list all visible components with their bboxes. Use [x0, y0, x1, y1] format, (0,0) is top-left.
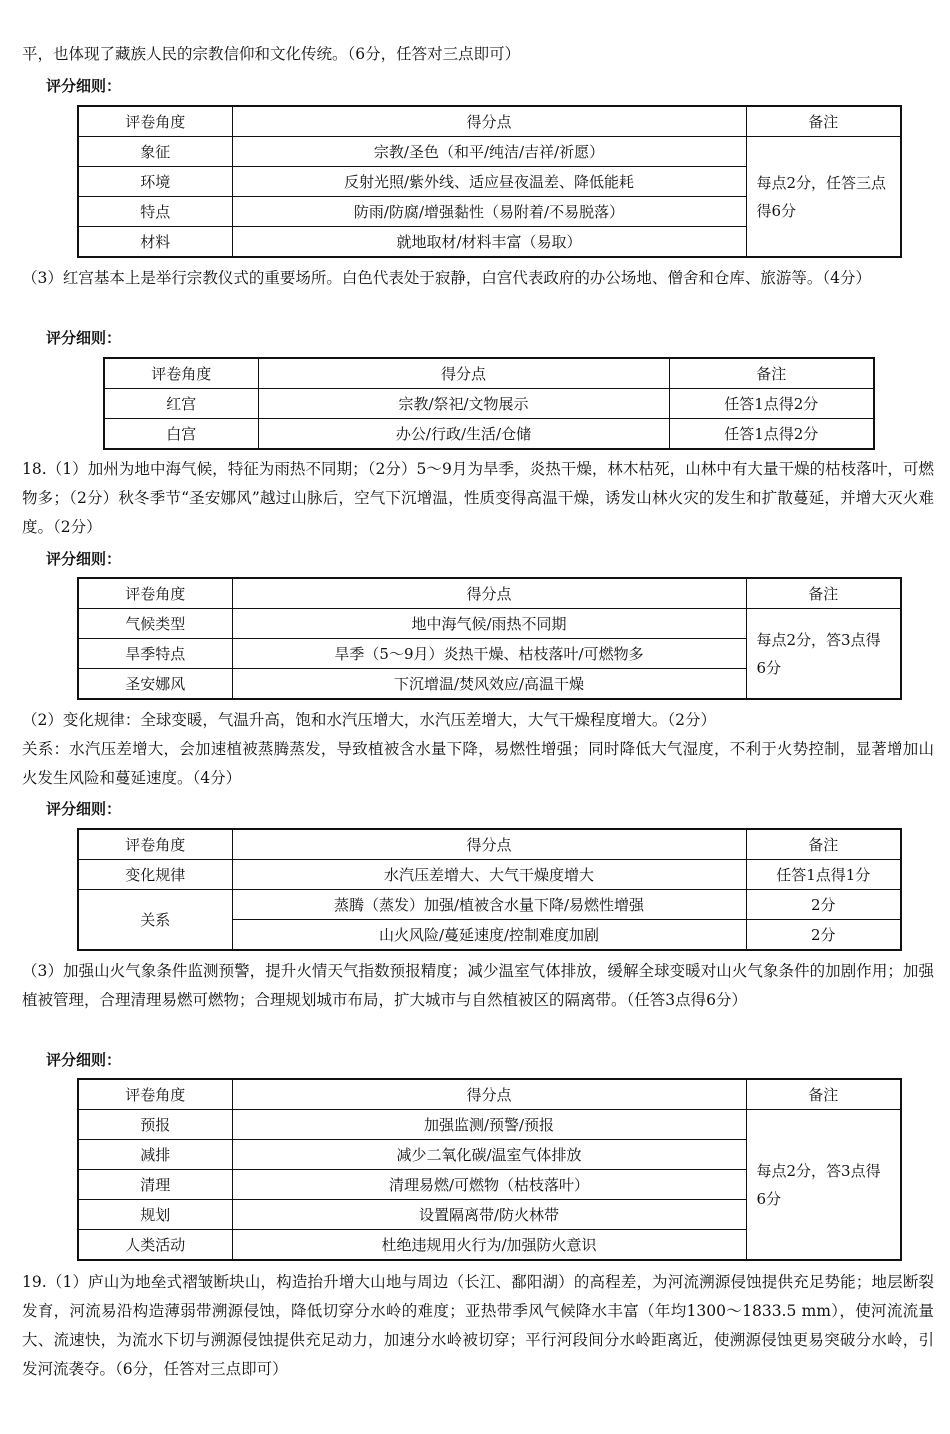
q19-part-1: 19.（1）庐山为地垒式褶皱断块山，构造抬升增大山地与周边（长江、鄱阳湖）的高程差，为河流溯源侵蚀提供充足势能；地层断裂发育，河流易沿构造薄弱带溯源侵蚀，降低切穿分水岭的难度；亚热带季风气候降水丰富（年均1300～1833.5 mm），使河流流量大、流速快，为流水下切与溯源侵蚀提供充足动力，加速分水岭被切穿；平行河段间分水岭距离近，使溯源侵蚀更易突破分水岭，引发河流袭夺。（6分，任答对三点即可） [22, 1273, 934, 1378]
points-cell: 下沉增温/焚风效应/高温干燥 [232, 669, 746, 700]
table-row [78, 137, 901, 167]
header-note: 备注 [746, 1079, 901, 1110]
angle-cell: 预报 [78, 1110, 232, 1140]
header-points: 得分点 [232, 1079, 746, 1110]
table-row [104, 419, 874, 450]
rubric-table-1 [77, 105, 902, 258]
angle-cell: 减排 [78, 1140, 232, 1170]
header-points: 得分点 [232, 106, 746, 137]
header-angle: 评卷角度 [78, 578, 232, 609]
header-note: 备注 [746, 578, 901, 609]
criteria-heading-4: 评分细则： [46, 800, 122, 818]
rubric-table-4 [77, 828, 902, 951]
angle-cell: 关系 [78, 890, 232, 951]
table-header-row [78, 1079, 901, 1110]
criteria-heading-2: 评分细则： [46, 329, 122, 347]
angle-cell: 人类活动 [78, 1230, 232, 1261]
points-cell: 水汽压差增大、大气干燥度增大 [232, 860, 746, 890]
note-cell: 2分 [746, 920, 901, 951]
note-cell: 任答1点得2分 [669, 419, 874, 450]
points-cell: 设置隔离带/防火林带 [232, 1200, 746, 1230]
angle-cell: 红宫 [104, 389, 258, 419]
points-cell: 地中海气候/雨热不同期 [232, 609, 746, 639]
header-note: 备注 [746, 829, 901, 860]
angle-cell: 气候类型 [78, 609, 232, 639]
angle-cell: 白宫 [104, 419, 258, 450]
note-cell: 任答1点得2分 [669, 389, 874, 419]
points-cell: 宗教/祭祀/文物展示 [258, 389, 669, 419]
points-cell: 旱季（5～9月）炎热干燥、枯枝落叶/可燃物多 [232, 639, 746, 669]
points-cell: 杜绝违规用火行为/加强防火意识 [232, 1230, 746, 1261]
rubric-table-3 [77, 577, 902, 700]
points-cell: 宗教/圣色（和平/纯洁/吉祥/祈愿） [232, 137, 746, 167]
points-cell: 反射光照/紫外线、适应昼夜温差、降低能耗 [232, 167, 746, 197]
points-cell: 山火风险/蔓延速度/控制难度加剧 [232, 920, 746, 951]
angle-cell: 象征 [78, 137, 232, 167]
q18-part-3: （3）加强山火气象条件监测预警，提升火情天气指数预报精度；减少温室气体排放，缓解全球变暖对山火气象条件的加剧作用；加强植被管理，合理清理易燃可燃物；合理规划城市布局，扩大城市与自然植被区的隔离带。（任答3点得6分） [22, 962, 934, 1009]
points-cell: 减少二氧化碳/温室气体排放 [232, 1140, 746, 1170]
header-note: 备注 [746, 106, 901, 137]
angle-cell: 圣安娜风 [78, 669, 232, 700]
q18-part-1: 18.（1）加州为地中海气候，特征为雨热不同期；（2分）5～9月为旱季，炎热干燥，林木枯死，山林中有大量干燥的枯枝落叶，可燃物多；（2分）秋冬季节“圣安娜风”越过山脉后，空气下沉增温，性质变得高温干燥，诱发山林火灾的发生和扩散蔓延，并增大灭火难度。（2分） [22, 460, 934, 536]
table-header-row [78, 829, 901, 860]
points-cell: 办公/行政/生活/仓储 [258, 419, 669, 450]
header-points: 得分点 [258, 358, 669, 389]
top-partial-line: 平，也体现了藏族人民的宗教信仰和文化传统。（6分，任答对三点即可） [22, 45, 521, 63]
angle-cell: 清理 [78, 1170, 232, 1200]
angle-cell: 环境 [78, 167, 232, 197]
angle-cell: 材料 [78, 227, 232, 258]
points-cell: 清理易燃/可燃物（枯枝落叶） [232, 1170, 746, 1200]
rubric-table-2 [103, 357, 875, 450]
points-cell: 就地取材/材料丰富（易取） [232, 227, 746, 258]
angle-cell: 变化规律 [78, 860, 232, 890]
table-header-row [104, 358, 874, 389]
table-row [78, 860, 901, 890]
note-cell: 任答1点得1分 [746, 860, 901, 890]
note-cell: 2分 [746, 890, 901, 920]
q18-part-2-rule: （2）变化规律：全球变暖，气温升高，饱和水汽压增大，水汽压差增大，大气干燥程度增大。（2分） [22, 711, 716, 729]
answer-part-3: （3）红宫基本上是举行宗教仪式的重要场所。白色代表处于寂静，白宫代表政府的办公场地、僧舍和仓库、旅游等。（4分） [22, 269, 871, 287]
header-angle: 评卷角度 [78, 829, 232, 860]
angle-cell: 特点 [78, 197, 232, 227]
criteria-heading-1: 评分细则： [46, 77, 122, 95]
table-row [78, 890, 901, 920]
table-row [78, 1110, 901, 1140]
table-header-row [78, 106, 901, 137]
criteria-heading-3: 评分细则： [46, 550, 122, 568]
header-angle: 评卷角度 [78, 1079, 232, 1110]
criteria-heading-5: 评分细则： [46, 1051, 122, 1069]
note-cell: 每点2分，任答三点得6分 [746, 137, 901, 258]
table-row [78, 609, 901, 639]
angle-cell: 旱季特点 [78, 639, 232, 669]
header-points: 得分点 [232, 578, 746, 609]
angle-cell: 规划 [78, 1200, 232, 1230]
table-header-row [78, 578, 901, 609]
note-cell: 每点2分，答3点得6分 [746, 609, 901, 700]
points-cell: 防雨/防腐/增强黏性（易附着/不易脱落） [232, 197, 746, 227]
rubric-table-5 [77, 1078, 902, 1261]
table-row [104, 389, 874, 419]
header-points: 得分点 [232, 829, 746, 860]
header-angle: 评卷角度 [104, 358, 258, 389]
header-note: 备注 [669, 358, 874, 389]
header-angle: 评卷角度 [78, 106, 232, 137]
points-cell: 蒸腾（蒸发）加强/植被含水量下降/易燃性增强 [232, 890, 746, 920]
q18-part-2-relation: 关系：水汽压差增大，会加速植被蒸腾蒸发，导致植被含水量下降，易燃性增强；同时降低大气湿度，不利于火势控制，显著增加山火发生风险和蔓延速度。（4分） [22, 740, 934, 787]
points-cell: 加强监测/预警/预报 [232, 1110, 746, 1140]
note-cell: 每点2分，答3点得6分 [746, 1110, 901, 1261]
